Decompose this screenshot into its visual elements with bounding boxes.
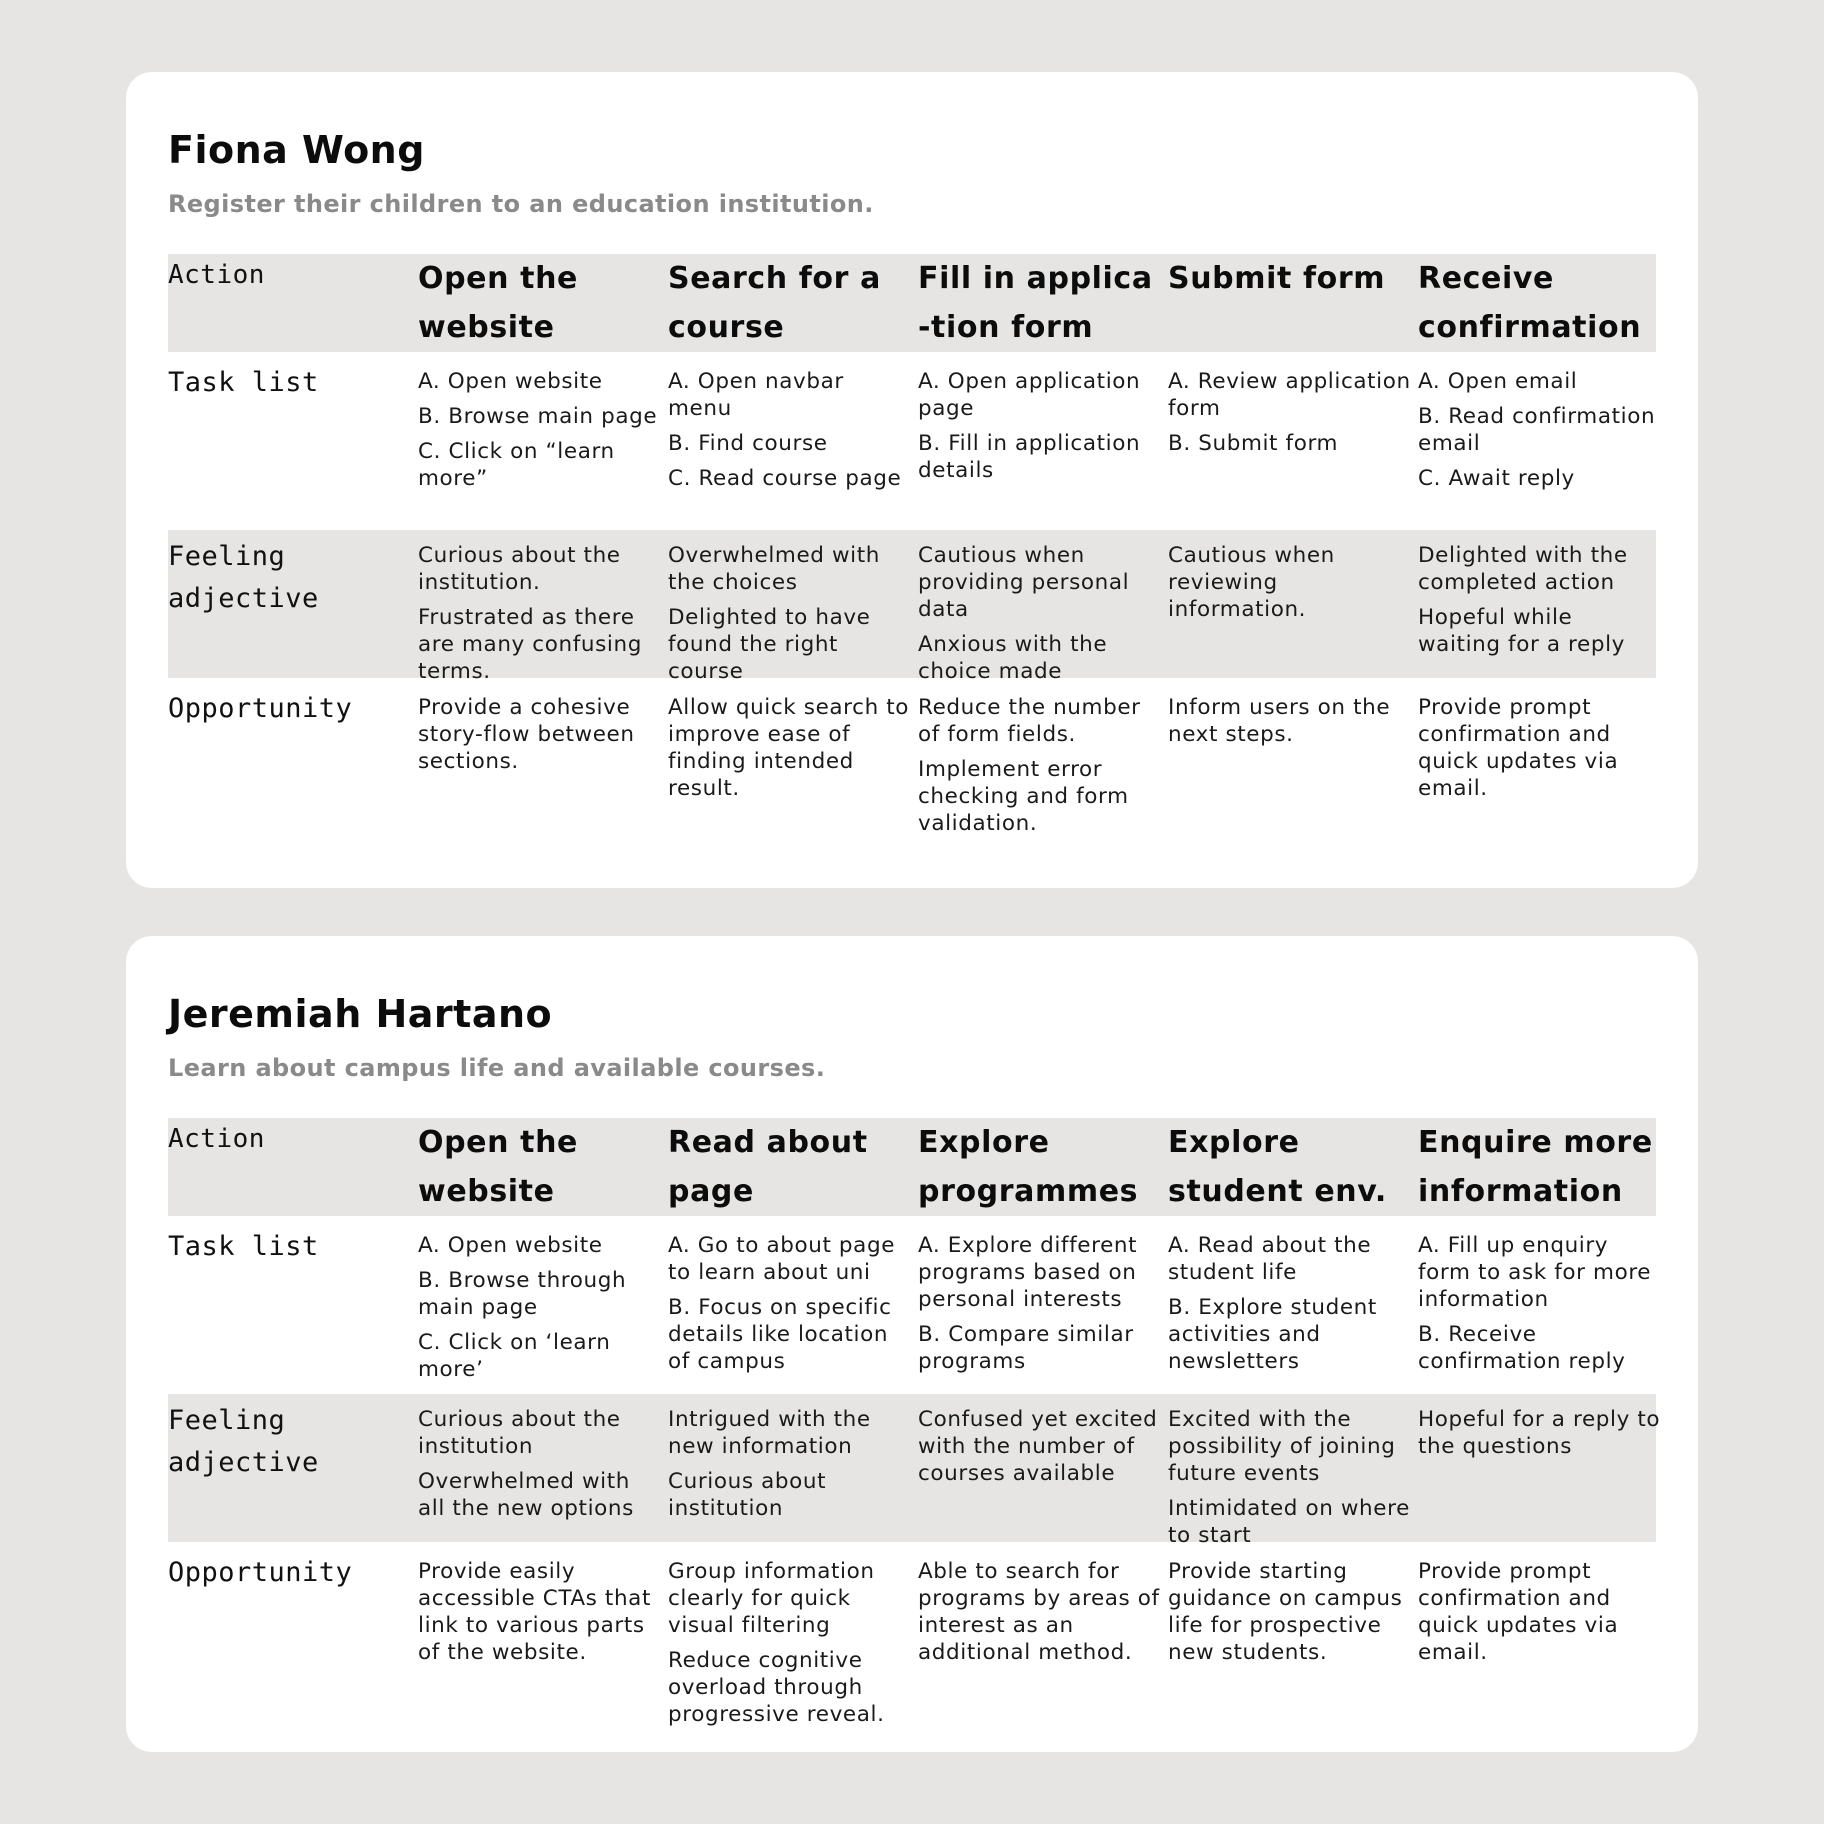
journey-map-table xyxy=(168,1118,1661,1727)
feeling-item: Overwhelmed with all the new options xyxy=(418,1469,634,1521)
opportunity-item: Implement error checking and form validation. xyxy=(918,757,1129,836)
task-item: C. Await reply xyxy=(1418,466,1575,491)
opportunity-item: Able to search for programs by areas of interest as an additional method. xyxy=(918,1559,1160,1665)
persona-name: Jeremiah Hartano xyxy=(168,992,553,1036)
feeling-item: Curious about the institution xyxy=(418,1407,621,1459)
task-item: B. Compare similar programs xyxy=(918,1322,1134,1374)
task-list-row xyxy=(168,352,1656,530)
action-title: Search for a course xyxy=(668,261,881,345)
feeling-cell xyxy=(668,542,918,684)
task-item: B. Find course xyxy=(668,431,828,456)
opportunity-cell xyxy=(418,1558,668,1712)
action-cell xyxy=(918,1118,1168,1216)
task-cell xyxy=(1418,368,1668,516)
task-item: B. Browse main page xyxy=(418,404,658,429)
action-cell xyxy=(668,254,918,352)
feeling-item: Delighted with the completed action xyxy=(1418,543,1628,595)
row-label-feeling: Feeling adjective xyxy=(168,1405,319,1478)
action-cell xyxy=(1418,254,1668,352)
task-item: A. Read about the student life xyxy=(1168,1233,1372,1285)
feeling-item: Overwhelmed with the choices xyxy=(668,543,880,595)
opportunity-item: Reduce cognitive overload through progressive reveal. xyxy=(668,1648,885,1727)
opportunity-item: Provide starting guidance on campus life for prospective new students. xyxy=(1168,1559,1403,1665)
task-item: B. Browse through main page xyxy=(418,1268,627,1320)
opportunity-item: Reduce the number of form fields. xyxy=(918,695,1141,747)
opportunity-cell xyxy=(1168,694,1418,824)
persona-card xyxy=(126,936,1698,1752)
opportunity-item: Inform users on the next steps. xyxy=(1168,695,1391,747)
opportunity-item: Allow quick search to improve ease of finding intended result. xyxy=(668,695,910,801)
persona-goal: Register their children to an education institution. xyxy=(168,190,874,218)
task-item: B. Receive confirmation reply xyxy=(1418,1322,1626,1374)
task-cell xyxy=(418,1232,668,1380)
opportunity-item: Provide prompt confirmation and quick updates via email. xyxy=(1418,1559,1619,1665)
opportunity-item: Provide a cohesive story-flow between sections. xyxy=(418,695,635,774)
feeling-row xyxy=(168,530,1656,684)
task-cell xyxy=(668,368,918,516)
row-label-action: Action xyxy=(168,260,265,290)
feeling-cell xyxy=(918,1406,1168,1528)
action-cell xyxy=(418,254,668,352)
task-item: A. Go to about page to learn about uni xyxy=(668,1233,896,1285)
row-label-task-list: Task list xyxy=(168,1231,319,1262)
opportunity-item: Provide prompt confirmation and quick updates via email. xyxy=(1418,695,1619,801)
task-cell xyxy=(918,368,1168,516)
feeling-cell xyxy=(1168,542,1418,664)
task-cell xyxy=(1168,368,1418,516)
feeling-item: Intrigued with the new information xyxy=(668,1407,871,1459)
task-cell xyxy=(1168,1232,1418,1380)
feeling-cell xyxy=(1168,1406,1418,1548)
action-cell xyxy=(418,1118,668,1216)
feeling-cell xyxy=(418,1406,668,1528)
task-item: A. Open website xyxy=(418,1233,603,1258)
opportunity-cell xyxy=(918,694,1168,836)
action-title: Submit form xyxy=(1168,261,1386,296)
task-item: C. Read course page xyxy=(668,466,902,491)
action-title: Enquire more information xyxy=(1418,1125,1653,1209)
feeling-item: Anxious with the choice made xyxy=(918,632,1108,684)
task-item: A. Review application form xyxy=(1168,369,1411,421)
action-title: Fill in applica-tion form xyxy=(918,261,1153,345)
opportunity-cell xyxy=(668,694,918,824)
task-cell xyxy=(1418,1232,1668,1380)
opportunity-cell xyxy=(1418,694,1668,824)
feeling-item: Excited with the possibility of joining future events xyxy=(1168,1407,1396,1486)
task-item: B. Fill in application details xyxy=(918,431,1141,483)
action-title: Open the website xyxy=(418,261,578,345)
row-label-task-list: Task list xyxy=(168,367,319,398)
opportunity-cell xyxy=(418,694,668,824)
row-label-action: Action xyxy=(168,1124,265,1154)
opportunity-row xyxy=(168,678,1656,838)
action-title: Explore programmes xyxy=(918,1125,1139,1209)
task-item: B. Focus on specific details like location of campus xyxy=(668,1295,892,1374)
action-title: Receive confirmation xyxy=(1418,261,1642,345)
feeling-item: Delighted to have found the right course xyxy=(668,605,871,684)
opportunity-item: Provide easily accessible CTAs that link to various parts of the website. xyxy=(418,1559,651,1665)
task-item: A. Open navbar menu xyxy=(668,369,844,421)
feeling-row xyxy=(168,1394,1661,1548)
action-row xyxy=(168,1118,1656,1216)
feeling-cell xyxy=(1418,1406,1668,1528)
row-label-opportunity: Opportunity xyxy=(168,1557,353,1588)
task-item: A. Fill up enquiry form to ask for more information xyxy=(1418,1233,1652,1312)
action-cell xyxy=(1418,1118,1668,1216)
feeling-cell xyxy=(668,1406,918,1528)
action-cell xyxy=(1168,1118,1418,1216)
feeling-item: Hopeful while waiting for a reply xyxy=(1418,605,1625,657)
row-label-opportunity: Opportunity xyxy=(168,693,353,724)
opportunity-cell xyxy=(918,1558,1168,1712)
feeling-item: Intimidated on where to start xyxy=(1168,1496,1410,1548)
row-label-feeling: Feeling adjective xyxy=(168,541,319,614)
task-list-row xyxy=(168,1216,1656,1394)
action-cell xyxy=(668,1118,918,1216)
opportunity-cell xyxy=(1418,1558,1668,1712)
task-item: A. Open email xyxy=(1418,369,1578,394)
persona-name: Fiona Wong xyxy=(168,128,425,172)
opportunity-item: Group information clearly for quick visual filtering xyxy=(668,1559,875,1638)
feeling-cell xyxy=(918,542,1168,684)
action-cell xyxy=(1168,254,1418,352)
task-item: A. Open application page xyxy=(918,369,1141,421)
task-cell xyxy=(418,368,668,516)
task-item: B. Read confirmation email xyxy=(1418,404,1656,456)
feeling-item: Confused yet excited with the number of courses available xyxy=(918,1407,1158,1486)
action-title: Read about page xyxy=(668,1125,868,1209)
opportunity-cell xyxy=(668,1558,918,1727)
task-item: A. Explore different programs based on personal interests xyxy=(918,1233,1138,1312)
task-item: C. Click on ‘learn more’ xyxy=(418,1330,611,1382)
feeling-item: Curious about the institution. xyxy=(418,543,621,595)
task-item: C. Click on “learn more” xyxy=(418,439,615,491)
task-item: A. Open website xyxy=(418,369,603,394)
opportunity-row xyxy=(168,1542,1656,1726)
task-item: B. Submit form xyxy=(1168,431,1339,456)
feeling-item: Curious about institution xyxy=(668,1469,827,1521)
task-cell xyxy=(918,1232,1168,1380)
persona-card xyxy=(126,72,1698,888)
opportunity-cell xyxy=(1168,1558,1418,1712)
task-item: B. Explore student activities and newsletters xyxy=(1168,1295,1377,1374)
journey-map-table xyxy=(168,254,1656,838)
feeling-item: Hopeful for a reply to the questions xyxy=(1418,1407,1661,1459)
persona-goal: Learn about campus life and available courses. xyxy=(168,1054,826,1082)
action-title: Explore student env. xyxy=(1168,1125,1387,1209)
feeling-cell xyxy=(418,542,668,684)
feeling-item: Frustrated as there are many confusing terms. xyxy=(418,605,642,684)
action-title: Open the website xyxy=(418,1125,578,1209)
feeling-cell xyxy=(1418,542,1668,664)
feeling-item: Cautious when providing personal data xyxy=(918,543,1130,622)
task-cell xyxy=(668,1232,918,1380)
action-row xyxy=(168,254,1656,352)
action-cell xyxy=(918,254,1168,352)
feeling-item: Cautious when reviewing information. xyxy=(1168,543,1335,622)
